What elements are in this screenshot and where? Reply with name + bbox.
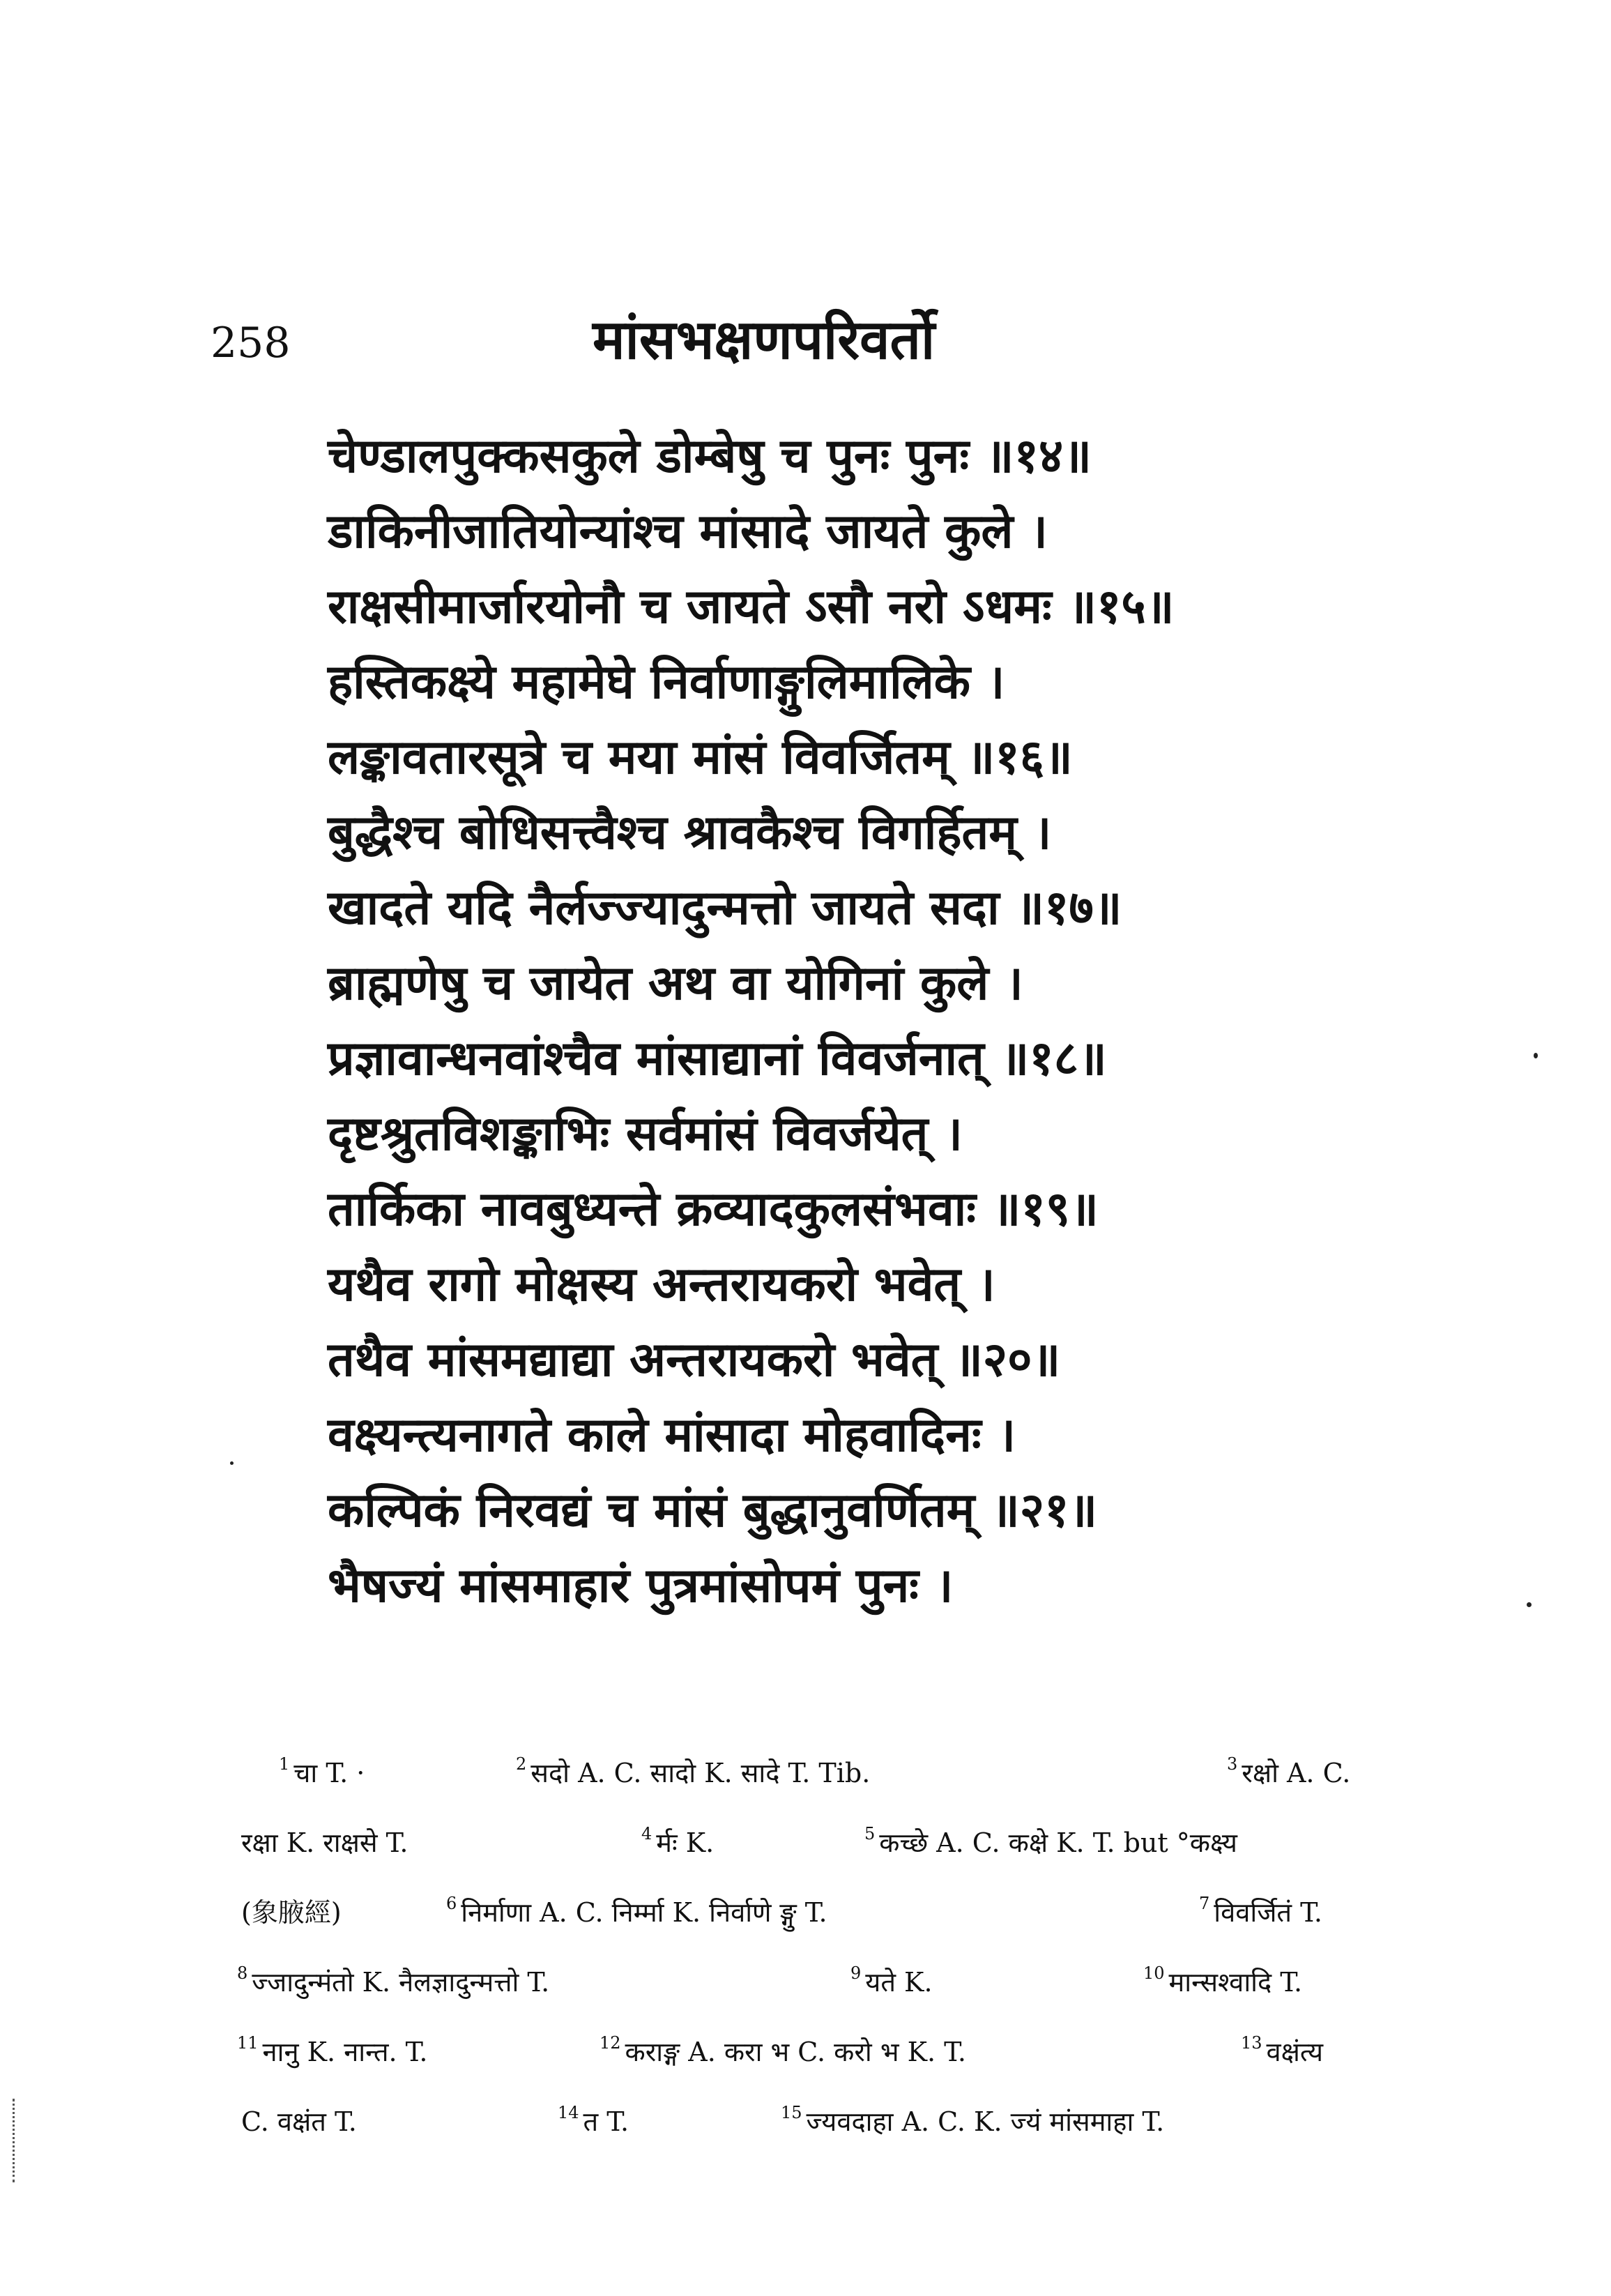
footnote-text: र्मः K. (656, 1827, 715, 1858)
verse-text: दृष्टश्रुतविशङ्काभिः सर्वमांसं विवर्जयेत् । (328, 1106, 963, 1162)
margin-scan-marks (13, 2099, 19, 2182)
verse-line (328, 1247, 1457, 1322)
footnote-number: 10 (1143, 1963, 1165, 1983)
verse-line (328, 945, 1457, 1021)
footnote-number: 9 (850, 1963, 862, 1983)
footnote (1199, 1869, 1322, 1947)
verse-text: ब्राह्मणेषु च जायेत अथ वा योगिनां कुले । (328, 955, 1023, 1011)
page-number: 258 (211, 319, 291, 367)
verse-text: डाकिनीजातियोन्यांश्च मांसादे जायते कुले । (328, 503, 1048, 559)
verse-text: लङ्कावतारसूत्रे च मया मांसं विवर्जितम् ॥१६॥ (328, 729, 1073, 785)
verse-text: वक्ष्यन्त्यनागते काले मांसादा मोहवादिनः । (328, 1407, 1016, 1463)
footnote (850, 1938, 933, 2017)
footnote (641, 1799, 714, 1878)
footnote-number: 14 (558, 2103, 579, 2122)
footnote-text: नानु K. नान्त. T. (262, 2037, 428, 2067)
footnote (516, 1729, 870, 1808)
footnote-number: 15 (781, 2103, 802, 2122)
verse-line (328, 1397, 1457, 1473)
footnote-number: 3 (1227, 1754, 1238, 1774)
verse-line (328, 1021, 1457, 1096)
footnote-number: 2 (516, 1754, 527, 1774)
footnote-text: ज्यवदाहा A. C. K. ज्यं मांसमाहा T. (806, 2106, 1165, 2137)
verse-text: तार्किका नावबुध्यन्ते क्रव्यादकुलसंभवाः ॥१९॥ (328, 1181, 1099, 1237)
footnote (237, 1938, 549, 2017)
footnote-text: कराङ्ग A. करा भ C. करो भ K. T. (625, 2037, 966, 2067)
footnote-text: निर्माणा A. C. निर्म्मा K. निर्वाणे ङ्गु T. (461, 1897, 827, 1928)
verse-line (328, 870, 1457, 945)
footnote-text: त T. (583, 2106, 629, 2137)
verse-line (328, 418, 1457, 494)
footnote-text: विवर्जितं T. (1214, 1897, 1322, 1928)
footnote-number: 5 (864, 1824, 876, 1843)
verse-text: हस्तिकक्ष्ये महामेघे निर्वाणाङ्गुलिमालिके । (328, 654, 1005, 710)
verse-line (328, 1096, 1457, 1171)
verse-line (328, 644, 1457, 720)
footnote (558, 2078, 629, 2157)
verse-text: तथैव मांसमद्याद्या अन्तरायकरो भवेत् ॥२०॥ (328, 1332, 1061, 1388)
scan-speck (1527, 1602, 1532, 1607)
footnote-row (237, 1799, 1408, 1869)
footnote (237, 2008, 428, 2087)
scan-speck (230, 1461, 234, 1465)
verse-text: यथैव रागो मोक्षस्य अन्तरायकरो भवेत् । (328, 1256, 995, 1312)
footnote-text: कच्छे A. C. कक्षे K. T. but °कक्ष्य (879, 1827, 1237, 1858)
verse-text: बुद्धैश्च बोधिसत्त्वैश्च श्रावकैश्च विगर्हितम् । (328, 805, 1052, 860)
footnote (781, 2078, 1164, 2157)
verse-text: चेण्डालपुक्कसकुले डोम्बेषु च पुनः पुनः ॥१४॥ (328, 428, 1092, 484)
verse-text: प्रज्ञावान्धनवांश्चैव मांसाद्यानां विवर्जनात् ॥१८॥ (328, 1031, 1107, 1086)
footnote-text: C. वक्षंत T. (241, 2106, 357, 2137)
verse-line (328, 569, 1457, 644)
verse-line (328, 1322, 1457, 1397)
footnote-number: 4 (641, 1824, 652, 1843)
footnote (446, 1869, 827, 1947)
footnote (237, 1799, 409, 1878)
footnote-text: ज्जादुन्मंतो K. नैलज्ञादुन्मत्तो T. (252, 1967, 550, 1998)
footnote-text: रक्षो A. C. (1242, 1758, 1351, 1788)
footnote-number: 6 (446, 1894, 457, 1913)
verse-text: भैषज्यं मांसमाहारं पुत्रमांसोपमं पुनः । (328, 1558, 954, 1613)
verse-text: खादते यदि नैर्लज्ज्यादुन्मत्तो जायते सदा ॥१७॥ (328, 880, 1122, 936)
footnote-number: 11 (237, 2033, 259, 2053)
running-title: मांसभक्षणपरिवर्तो (593, 308, 936, 372)
footnote-text: सदो A. C. सादो K. सादे T. Tib. (530, 1758, 871, 1788)
footnote-number: 13 (1241, 2033, 1262, 2053)
footnote-text: मान्सश्वादि T. (1168, 1967, 1303, 1998)
footnote-row (237, 1938, 1408, 2008)
verse-line (328, 795, 1457, 870)
footnote (279, 1729, 365, 1808)
verse-line (328, 720, 1457, 795)
footnote-row (237, 2078, 1408, 2147)
verse-text: राक्षसीमार्जारयोनौ च जायते ऽसौ नरो ऽधमः ॥१५॥ (328, 579, 1175, 634)
footnote-text: चा T. · (293, 1758, 365, 1788)
verse-block (328, 418, 1457, 1623)
footnote (1227, 1729, 1350, 1808)
scan-speck (1534, 1053, 1538, 1058)
verse-line (328, 1473, 1457, 1548)
footnotes (237, 1729, 1408, 2147)
verse-line (328, 494, 1457, 569)
verse-text: कल्पिकं निरवद्यं च मांसं बुद्धानुवर्णितम् ॥२१॥ (328, 1482, 1098, 1538)
footnote (237, 1869, 342, 1947)
footnote-text: रक्षा K. राक्षसे T. (241, 1827, 409, 1858)
footnote-text: यते K. (865, 1967, 933, 1998)
footnote (1241, 2008, 1323, 2087)
footnote (600, 2008, 966, 2087)
footnote-text: वक्षंत्य (1266, 2037, 1323, 2067)
footnote-number: 7 (1199, 1894, 1210, 1913)
footnote-number: 8 (237, 1963, 248, 1983)
footnote-number: 12 (600, 2033, 621, 2053)
footnote-row (237, 1729, 1408, 1799)
footnote-text: (象腋經) (241, 1897, 342, 1928)
verse-line (328, 1171, 1457, 1247)
verse-line (328, 1548, 1457, 1623)
footnote-row (237, 1869, 1408, 1938)
footnote (237, 2078, 357, 2157)
footnote-number: 1 (279, 1754, 290, 1774)
footnote (864, 1799, 1237, 1878)
footnote-row (237, 2008, 1408, 2078)
footnote (1143, 1938, 1302, 2017)
